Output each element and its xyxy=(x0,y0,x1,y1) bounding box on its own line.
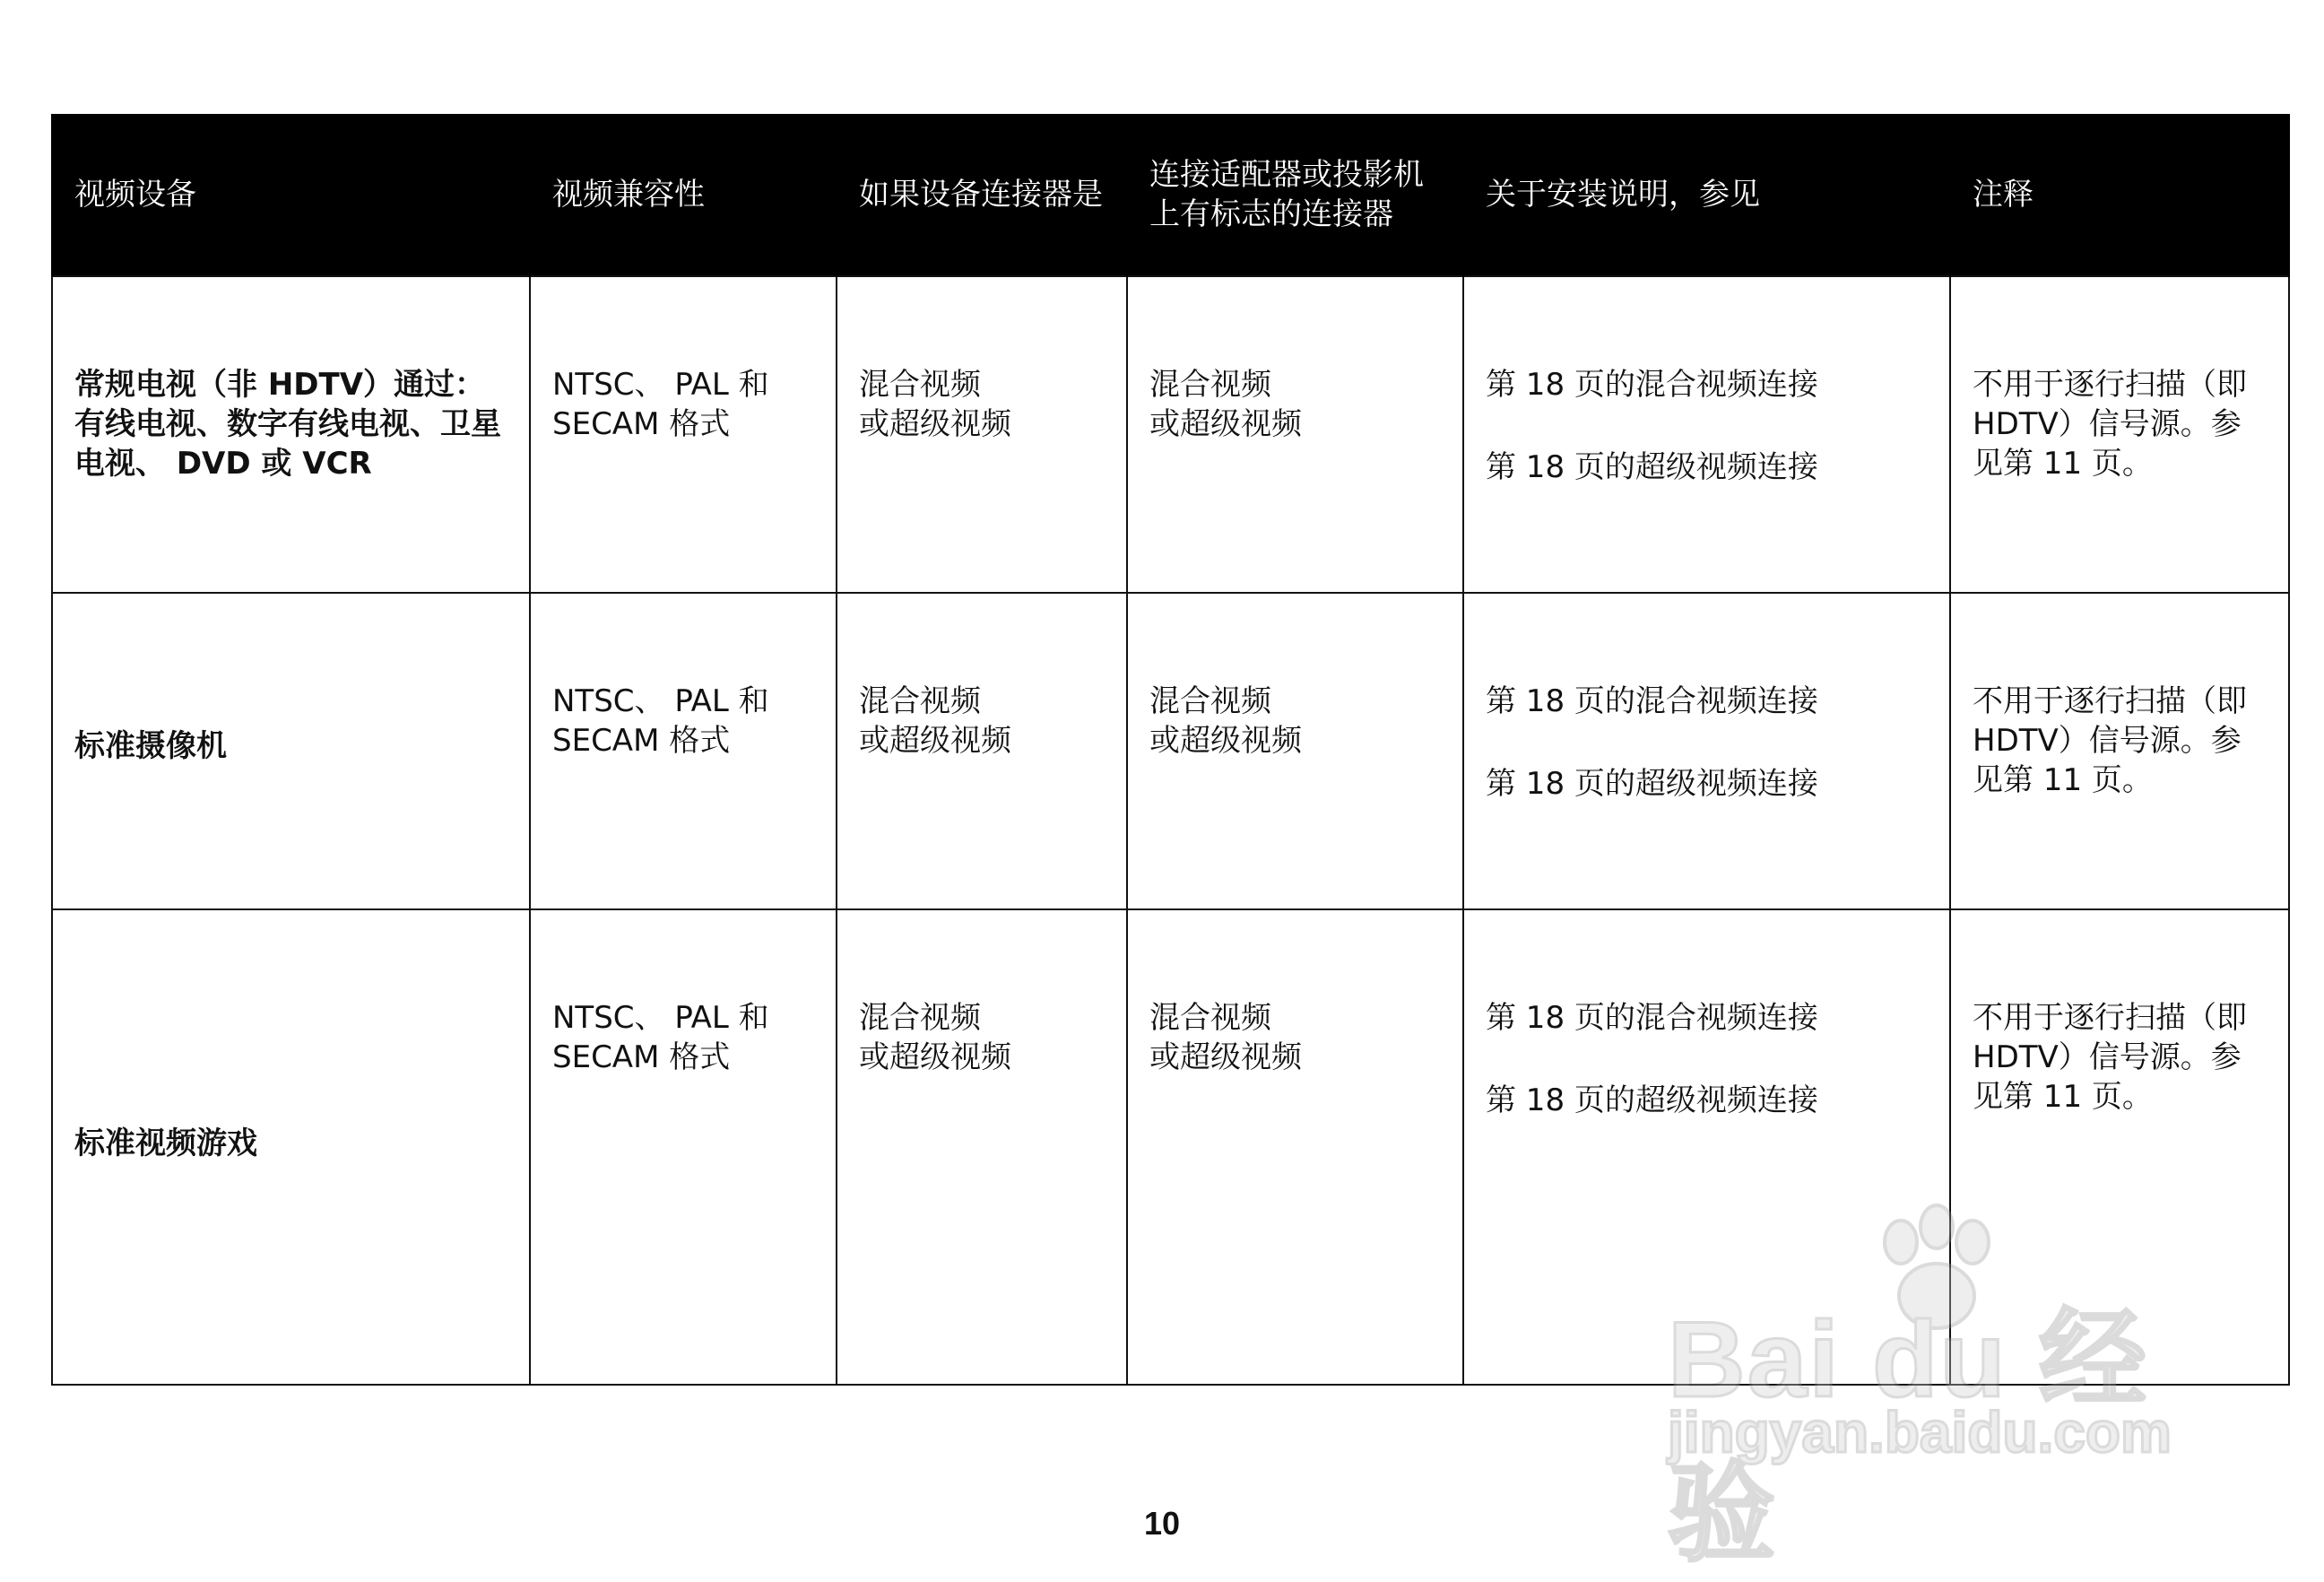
note-cell xyxy=(1950,909,2289,1385)
video-devices-table xyxy=(51,114,2290,1386)
compat-cell xyxy=(530,909,837,1385)
reference-line-2: 第 18 页的超级视频连接 xyxy=(1486,449,1818,485)
compat-text: NTSC、 PAL 和 SECAM 格式 xyxy=(552,683,769,759)
device-connector-cell xyxy=(837,909,1127,1385)
note-text: 不用于逐行扫描（即 HDTV）信号源。参见第 11 页。 xyxy=(1973,683,2247,798)
device-cell xyxy=(52,276,530,593)
adapter-line-2: 或超级视频 xyxy=(1149,1039,1302,1075)
table-row xyxy=(52,276,2289,593)
adapter-line-1: 混合视频 xyxy=(1149,683,1271,719)
header-install-reference: 关于安装说明，参见 xyxy=(1463,114,1950,276)
watermark-url: jingyan.baidu.com xyxy=(1668,1400,2172,1465)
connector-line-1: 混合视频 xyxy=(859,1000,981,1036)
device-connector-cell xyxy=(837,276,1127,593)
connector-line-2: 或超级视频 xyxy=(859,723,1011,759)
connector-line-2: 或超级视频 xyxy=(859,406,1011,442)
compat-cell xyxy=(530,276,837,593)
connector-line-2: 或超级视频 xyxy=(859,1039,1011,1075)
table-row xyxy=(52,593,2289,909)
adapter-line-1: 混合视频 xyxy=(1149,367,1271,403)
adapter-line-2: 或超级视频 xyxy=(1149,406,1302,442)
note-text: 不用于逐行扫描（即 HDTV）信号源。参见第 11 页。 xyxy=(1973,367,2247,482)
device-cell xyxy=(52,909,530,1385)
device-label: 标准摄像机 xyxy=(74,728,227,764)
header-notes: 注释 xyxy=(1950,114,2289,276)
note-text: 不用于逐行扫描（即 HDTV）信号源。参见第 11 页。 xyxy=(1973,1000,2247,1115)
header-device-connector: 如果设备连接器是 xyxy=(837,114,1127,276)
header-adapter-connector: 连接适配器或投影机上有标志的连接器 xyxy=(1127,114,1463,276)
compat-cell xyxy=(530,593,837,909)
header-video-device: 视频设备 xyxy=(52,114,530,276)
compat-text: NTSC、 PAL 和 SECAM 格式 xyxy=(552,1000,769,1075)
adapter-connector-cell xyxy=(1127,276,1463,593)
note-cell xyxy=(1950,593,2289,909)
reference-line-1: 第 18 页的混合视频连接 xyxy=(1486,367,1818,403)
adapter-line-1: 混合视频 xyxy=(1149,1000,1271,1036)
adapter-connector-cell xyxy=(1127,909,1463,1385)
reference-line-2: 第 18 页的超级视频连接 xyxy=(1486,766,1818,802)
connector-line-1: 混合视频 xyxy=(859,683,981,719)
reference-line-1: 第 18 页的混合视频连接 xyxy=(1486,683,1818,719)
page-number: 10 xyxy=(1143,1505,1181,1542)
reference-cell xyxy=(1463,593,1950,909)
table-row xyxy=(52,909,2289,1385)
device-cell xyxy=(52,593,530,909)
reference-line-1: 第 18 页的混合视频连接 xyxy=(1486,1000,1818,1036)
compat-text: NTSC、 PAL 和 SECAM 格式 xyxy=(552,367,769,442)
device-label: 标准视频游戏 xyxy=(74,1126,257,1161)
reference-cell xyxy=(1463,909,1950,1385)
reference-cell xyxy=(1463,276,1950,593)
reference-line-2: 第 18 页的超级视频连接 xyxy=(1486,1082,1818,1118)
adapter-connector-cell xyxy=(1127,593,1463,909)
header-video-compatibility: 视频兼容性 xyxy=(530,114,837,276)
device-connector-cell xyxy=(837,593,1127,909)
table-header-row xyxy=(52,114,2289,276)
watermark-brand: Bai du 经验 xyxy=(1668,1300,2149,1574)
device-label: 常规电视（非 HDTV）通过：有线电视、数字有线电视、卫星电视、 DVD 或 VCR xyxy=(74,367,501,482)
connector-line-1: 混合视频 xyxy=(859,367,981,403)
note-cell xyxy=(1950,276,2289,593)
adapter-line-2: 或超级视频 xyxy=(1149,723,1302,759)
